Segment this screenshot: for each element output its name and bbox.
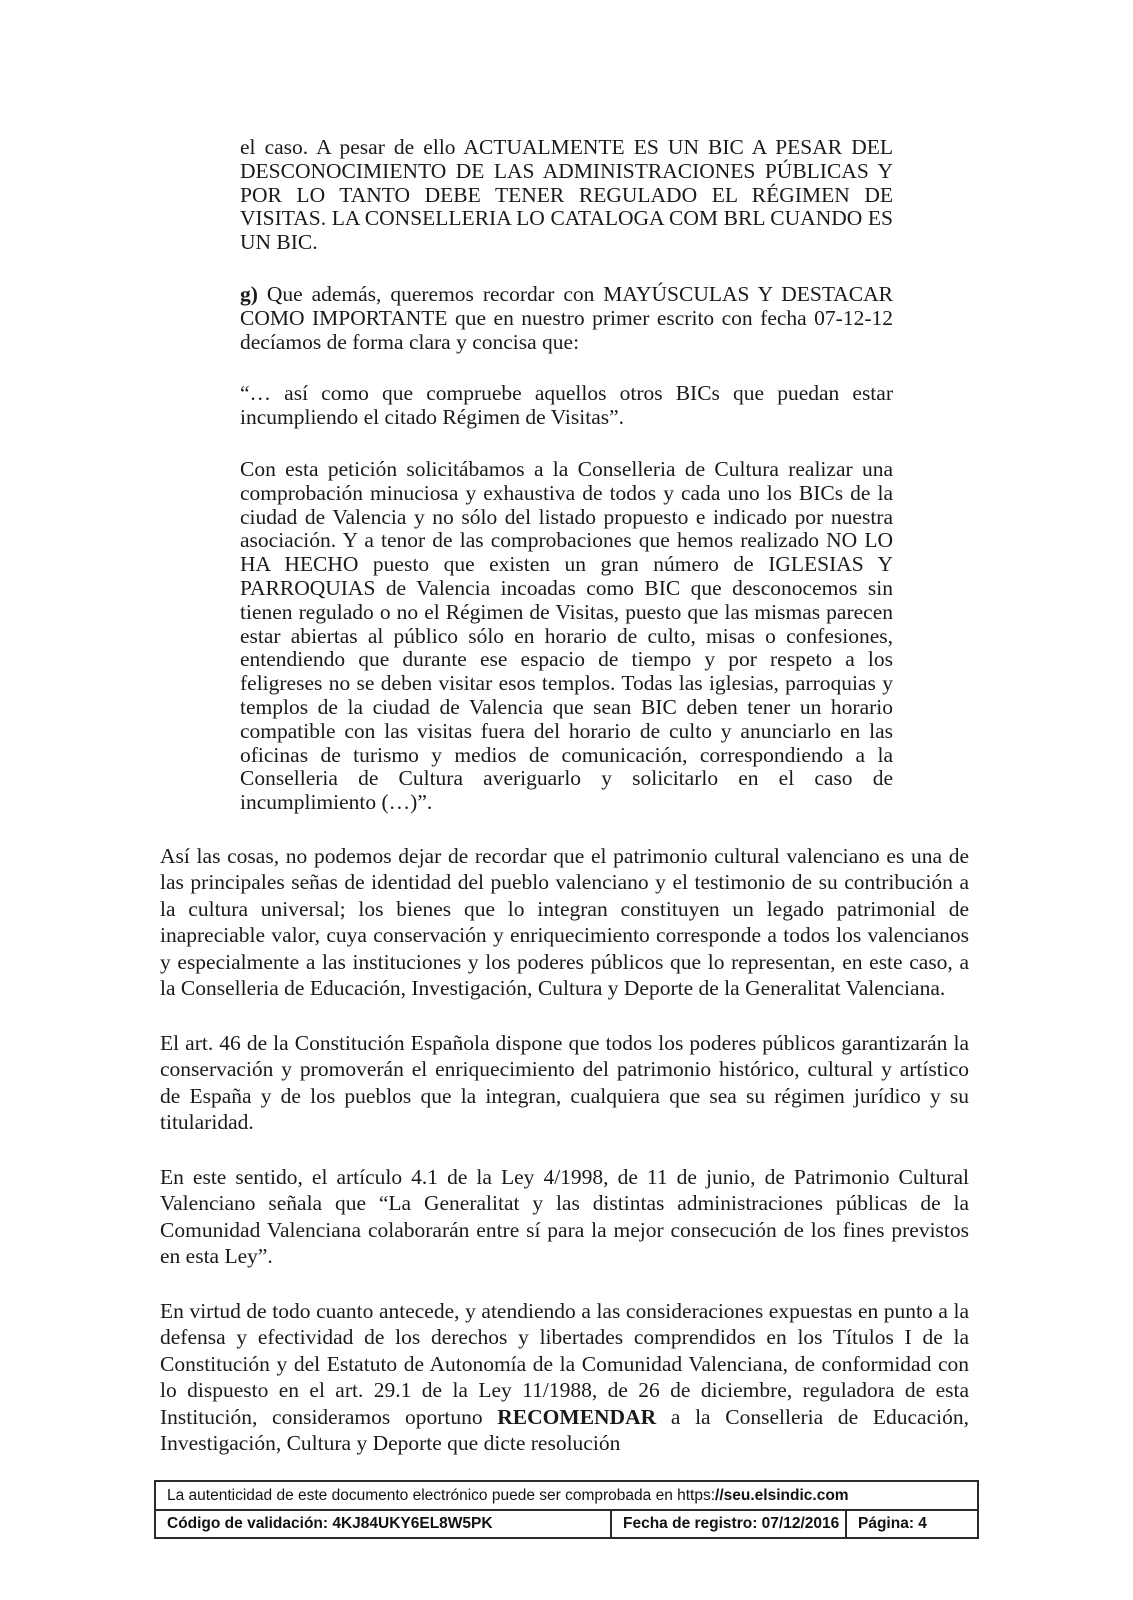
allegation-g-text: Que además, queremos recordar con MAYÚSCULAS Y DESTACAR COMO IMPORTANTE que en nuestro primer escrito con fecha 07-12-12 decíamos de forma clara y concisa que: <box>240 281 893 354</box>
register-date: Fecha de registro: 07/12/2016 <box>612 1511 847 1537</box>
ley-41998-paragraph: En este sentido, el artículo 4.1 de la Ley 4/1998, de 11 de junio, de Patrimonio Cultural Valenciano señala que “La Generalitat y las distintas administraciones públicas de la Comunidad Valenciana colaborarán entre sí para la mejor consecución de los fines previstos en esta Ley”. <box>160 1164 969 1269</box>
validation-code: Código de validación: 4KJ84UKY6EL8W5PK <box>156 1511 612 1537</box>
allegation-g-label: g) <box>240 281 258 306</box>
recommendation-pre-text: En virtud de todo cuanto antecede, y atendiendo a las consideraciones expuestas en punto a la defensa y efectividad de los derechos y libertades comprendidos en los Títulos I de la Constitución y del Estatuto de Autonomía de la Comunidad Valenciana, de conformidad con lo dispuesto en el art. 29.1 de la Ley 11/1988, de 26 de diciembre, reguladora de esta Institución, consideramos oportuno <box>160 1298 969 1429</box>
allegation-continuation-paragraph: el caso. A pesar de ello ACTUALMENTE ES UN BIC A PESAR DEL DESCONOCIMIENTO DE LAS ADMINISTRACIONES PÚBLICAS Y POR LO TANTO DEBE TENER REGULADO EL RÉGIMEN DE VISITAS. LA CONSELLERIA LO CATALOGA COM BRL CUANDO ES UN BIC. <box>240 135 893 255</box>
authenticity-url: //seu.elsindic.com <box>715 1486 849 1504</box>
recommendation-paragraph <box>160 1298 969 1457</box>
short-quote-paragraph: “… así como que compruebe aquellos otros BICs que puedan estar incumpliendo el citado Régimen de Visitas”. <box>240 381 893 430</box>
page-number: Página: 4 <box>858 1515 927 1532</box>
constitution-art46-paragraph: El art. 46 de la Constitución Española dispone que todos los poderes públicos garantizarán la conservación y promoverán el enriquecimiento del patrimonio histórico, cultural y artístico de España y de los pueblos que la integran, cualquiera que sea su régimen jurídico y su titularidad. <box>160 1030 969 1135</box>
allegation-g-paragraph <box>240 283 893 354</box>
document-body <box>160 136 969 1457</box>
authenticity-text: La autenticidad de este documento electrónico puede ser comprobada en https: <box>167 1486 716 1504</box>
recommendation-keyword: RECOMENDAR <box>497 1404 657 1429</box>
recommendation-post-text: a la Conselleria de Educación, Investigación, Cultura y Deporte que dicte resolución <box>160 1404 969 1456</box>
long-quote-paragraph: Con esta petición solicitábamos a la Conselleria de Cultura realizar una comprobación minuciosa y exhaustiva de todos y cada uno los BICs de la ciudad de Valencia y no sólo del listado propuesto e indicado por nuestra asociación. Y a tenor de las comprobaciones que hemos realizado NO LO HA HECHO puesto que existen un gran número de IGLESIAS Y PARROQUIAS de Valencia incoadas como BIC que desconocemos sin tienen regulado o no el Régimen de Visitas, puesto que las mismas parecen estar abiertas al público sólo en horario de culto, misas o confesiones, entendiendo que durante ese espacio de tiempo y por respeto a los feligreses no se deben visitar esos templos. Todas las iglesias, parroquias y templos de la ciudad de Valencia que sean BIC deben tener un horario compatible con las visitas fuera del horario de culto y anunciarlo en las oficinas de turismo y medios de comunicación, correspondiendo a la Conselleria de Cultura averiguarlo y solicitarlo en el caso de incumplimiento (…)”. <box>240 456 893 815</box>
validation-row <box>156 1511 977 1537</box>
authenticity-row <box>156 1482 977 1511</box>
heritage-considerations-paragraph: Así las cosas, no podemos dejar de recordar que el patrimonio cultural valenciano es una de las principales señas de identidad del pueblo valenciano y el testimonio de su contribución a la cultura universal; los bienes que lo integran constituyen un legado patrimonial de inapreciable valor, cuya conservación y enriquecimiento corresponde a todos los valencianos y especialmente a las instituciones y los poderes públicos que lo representan, en este caso, a la Conselleria de Educación, Investigación, Cultura y Deporte de la Generalitat Valenciana. <box>160 843 969 1001</box>
validation-footer <box>154 1480 979 1539</box>
